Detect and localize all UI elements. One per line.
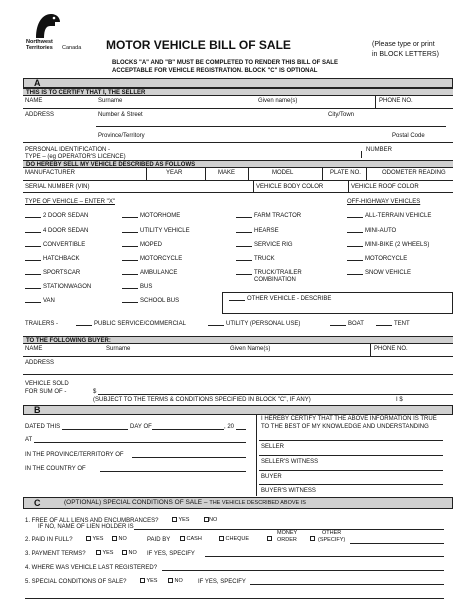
- make-label: MAKE: [218, 170, 236, 176]
- page-title: MOTOR VEHICLE BILL OF SALE: [106, 38, 291, 52]
- print-note-1: (Please type or print: [372, 41, 435, 48]
- trailers-label: TRAILERS -: [25, 321, 59, 327]
- buyer-name-label: NAME: [25, 346, 43, 352]
- vehicle-option[interactable]: SCHOOL BUS: [122, 298, 179, 304]
- vehicle-option[interactable]: MOPED: [122, 242, 162, 248]
- q2-no[interactable]: NO: [112, 536, 127, 543]
- vehicle-option[interactable]: 4 DOOR SEDAN: [25, 228, 88, 234]
- q3-specify-field[interactable]: [205, 556, 444, 557]
- year-label: YEAR: [166, 170, 183, 176]
- buyer-address-label: ADDRESS: [25, 360, 55, 366]
- q3-specify-label: IF YES, SPECIFY: [147, 551, 195, 557]
- q1-yes[interactable]: YES: [172, 517, 189, 524]
- province-field[interactable]: [132, 457, 246, 458]
- year-field[interactable]: [236, 429, 246, 430]
- type-of-vehicle-heading: TYPE OF VEHICLE – ENTER "X": [25, 199, 115, 205]
- certify-line-1: I HEREBY CERTIFY THAT THE ABOVE INFORMATION IS TRUE: [261, 416, 437, 422]
- vehicle-option[interactable]: SNOW VEHICLE: [347, 270, 411, 276]
- buyer-given-label: Given Name(s): [230, 346, 271, 352]
- trailer-public-option[interactable]: PUBLIC SERVICE/COMMERCIAL: [76, 321, 186, 327]
- other-payment-label-1: OTHER: [322, 530, 342, 536]
- print-note-2: in BLOCK LETTERS): [372, 51, 439, 58]
- vehicle-option[interactable]: HATCHBACK: [25, 256, 80, 262]
- vehicle-sold-label: VEHICLE SOLD: [25, 381, 69, 387]
- q3-no[interactable]: NO: [122, 550, 137, 557]
- seller-postal-label: Postal Code: [392, 133, 425, 139]
- vehicle-option[interactable]: SPORTSCAR: [25, 270, 80, 276]
- other-payment-label-2: (SPECIFY): [318, 537, 346, 543]
- cash-option[interactable]: CASH: [180, 536, 202, 543]
- q3-yes[interactable]: YES: [96, 550, 113, 557]
- at-label: AT: [25, 437, 33, 443]
- seller-given-label: Given name(s): [258, 98, 298, 104]
- sell-vehicle-bar: DO HEREBY SELL MY VEHICLE DESCRIBED AS FOLLOWS: [23, 160, 453, 168]
- buyer-surname-label: Surname: [106, 346, 131, 352]
- model-label: MODEL: [272, 170, 294, 176]
- serial-label: SERIAL NUMBER (VIN): [25, 184, 90, 190]
- off-highway-heading: OFF-HIGHWAY VEHICLES: [347, 199, 421, 205]
- q2-yes[interactable]: YES: [86, 536, 103, 543]
- money-order-label-1: MONEY: [277, 530, 298, 536]
- id-number-label: NUMBER: [366, 147, 393, 153]
- buyer-signature-field[interactable]: [259, 470, 443, 471]
- vehicle-option[interactable]: MOTORCYCLE: [122, 256, 182, 262]
- day-of-label: DAY OF: [130, 424, 152, 430]
- seller-surname-label: Surname: [98, 98, 123, 104]
- seller-witness-label: SELLER'S WITNESS: [261, 459, 319, 465]
- org-country: Canada: [62, 45, 82, 51]
- q5-no[interactable]: NO: [168, 578, 183, 585]
- buyer-phone-label: PHONE NO.: [374, 346, 408, 352]
- dated-this-label: DATED THIS: [25, 424, 61, 430]
- q1-label: 1. FREE OF ALL LIENS AND ENCUMBRANCES?: [25, 518, 159, 524]
- subject-to-terms: (SUBJECT TO THE TERMS & CONDITIONS SPECIFIED IN BLOCK "C", IF ANY): [93, 397, 311, 403]
- vehicle-option[interactable]: HEARSE: [236, 228, 279, 234]
- personal-id-label: PERSONAL IDENTIFICATION -: [25, 147, 111, 153]
- country-label: IN THE COUNTRY OF: [25, 466, 86, 472]
- block-b-header: [23, 405, 453, 415]
- buyer-name-field[interactable]: [23, 356, 453, 357]
- q5-specify-label: IF YES, SPECIFY: [198, 579, 246, 585]
- vehicle-option[interactable]: STATIONWAGON: [25, 284, 91, 290]
- vehicle-option[interactable]: SERVICE RIG: [236, 242, 293, 248]
- block-a-header: [23, 78, 453, 88]
- vehicle-option[interactable]: UTILITY VEHICLE: [122, 228, 190, 234]
- paid-by-label: PAID BY: [147, 537, 171, 543]
- vehicle-option[interactable]: 2 DOOR SEDAN: [25, 213, 88, 219]
- vehicle-option[interactable]: CONVERTIBLE: [25, 242, 85, 248]
- vehicle-option-cont: COMBINATION: [254, 277, 296, 283]
- q3-label: 3. PAYMENT TERMS?: [25, 551, 86, 557]
- vehicle-option[interactable]: VAN: [25, 298, 55, 304]
- instructions-line-1: BLOCKS "A" AND "B" MUST BE COMPLETED TO RENDER THIS BILL OF SALE: [112, 60, 338, 66]
- vehicle-option[interactable]: MOTORCYCLE: [347, 256, 407, 262]
- seller-name-label: NAME: [25, 98, 43, 104]
- money-order-label-2: ORDER: [277, 537, 297, 543]
- country-field[interactable]: [100, 471, 246, 472]
- dollar-sign: $: [93, 389, 97, 395]
- trailer-utility-option[interactable]: UTILITY (PERSONAL USE): [208, 321, 300, 327]
- cheque-option[interactable]: CHEQUE: [219, 536, 249, 543]
- nwt-logo: [33, 12, 63, 40]
- other-vehicle-label: OTHER VEHICLE - DESCRIBE: [229, 296, 331, 302]
- sum-of-label: FOR SUM OF -: [25, 389, 67, 395]
- vehicle-option[interactable]: MINI-AUTO: [347, 228, 396, 234]
- q1-lien-label: IF NO, NAME OF LIEN HOLDER IS: [38, 524, 134, 530]
- instructions-line-2: ACCEPTABLE FOR VEHICLE REGISTRATION. BLOCK "C" IS OPTIONAL: [112, 68, 318, 74]
- vehicle-option[interactable]: BUS: [122, 284, 152, 290]
- province-label: IN THE PROVINCE/TERRITORY OF: [25, 452, 124, 458]
- buyer-sig-label: BUYER: [261, 474, 282, 480]
- seller-phone-label: PHONE NO.: [379, 98, 413, 104]
- q2-label: 2. PAID IN FULL?: [25, 537, 73, 543]
- dollar-sign-2: I $: [396, 397, 403, 403]
- certify-line-2: TO THE BEST OF MY KNOWLEDGE AND UNDERSTANDING: [261, 424, 429, 430]
- odometer-label: ODOMETER READING: [382, 170, 446, 176]
- seller-province-label: Province/Territory: [98, 133, 145, 139]
- vehicle-option[interactable]: MOTORHOME: [122, 213, 180, 219]
- seller-signature-field[interactable]: [259, 440, 443, 441]
- seller-witness-field[interactable]: [259, 455, 443, 456]
- seller-name-field[interactable]: [23, 108, 453, 109]
- manufacturer-label: MANUFACTURER: [25, 170, 76, 176]
- day-field[interactable]: [62, 429, 128, 430]
- vehicle-option[interactable]: ALL-TERRAIN VEHICLE: [347, 213, 431, 219]
- body-color-label: VEHICLE BODY COLOR: [256, 184, 324, 190]
- money-order-option[interactable]: [267, 536, 272, 543]
- at-field[interactable]: [34, 442, 246, 443]
- buyer-address-field[interactable]: [23, 374, 453, 375]
- q4-label: 4. WHERE WAS VEHICLE LAST REGISTERED?: [25, 565, 158, 571]
- q5-label: 5. SPECIAL CONDITIONS OF SALE?: [25, 579, 127, 585]
- block-a-letter: A: [34, 78, 41, 88]
- q5-extra-line[interactable]: [25, 598, 444, 599]
- q1-no[interactable]: NO: [204, 517, 217, 524]
- buyer-witness-field[interactable]: [259, 484, 443, 485]
- month-field[interactable]: [152, 429, 224, 430]
- year-20-label: , 20: [224, 424, 235, 430]
- trailer-tent-option[interactable]: TENT: [376, 321, 410, 327]
- seller-address-label: ADDRESS: [25, 112, 55, 118]
- block-b-letter: B: [34, 405, 41, 415]
- roof-color-label: VEHICLE ROOF COLOR: [351, 184, 419, 190]
- seller-street-label: Number & Street: [98, 112, 143, 118]
- block-c-title: (OPTIONAL) SPECIAL CONDITIONS OF SALE – THE VEHICLE DESCRIBED ABOVE IS: [64, 499, 306, 506]
- block-c-letter: C: [34, 498, 41, 508]
- vehicle-option[interactable]: FARM TRACTOR: [236, 213, 301, 219]
- sale-amount-field[interactable]: [98, 394, 453, 395]
- vehicle-option[interactable]: TRUCK/TRAILER: [236, 270, 302, 276]
- vehicle-option[interactable]: MINI-BIKE (2 WHEELS): [347, 242, 429, 248]
- org-name-line2: Territories: [26, 45, 53, 51]
- other-payment-option[interactable]: [310, 536, 315, 543]
- seller-city-label: City/Town: [328, 112, 355, 118]
- plate-label: PLATE NO.: [330, 170, 361, 176]
- id-type-label: TYPE – (eg OPERATOR'S LICENCE): [25, 154, 126, 160]
- vehicle-option[interactable]: AMBULANCE: [122, 270, 177, 276]
- q5-yes[interactable]: YES: [140, 578, 157, 585]
- seller-sig-label: SELLER: [261, 444, 285, 450]
- q4-field[interactable]: [162, 570, 444, 571]
- org-name-line1: Northwest: [26, 39, 53, 45]
- q5-specify-field[interactable]: [250, 584, 444, 585]
- trailer-boat-option[interactable]: BOAT: [330, 321, 364, 327]
- seller-certify-bar: THIS IS TO CERTIFY THAT I, THE SELLER: [23, 88, 453, 96]
- vehicle-option[interactable]: TRUCK: [236, 256, 275, 262]
- buyer-bar: TO THE FOLLOWING BUYER:: [23, 336, 453, 344]
- seller-address-field[interactable]: [96, 126, 446, 127]
- other-payment-field[interactable]: [350, 543, 444, 544]
- buyer-witness-label: BUYER'S WITNESS: [261, 488, 316, 494]
